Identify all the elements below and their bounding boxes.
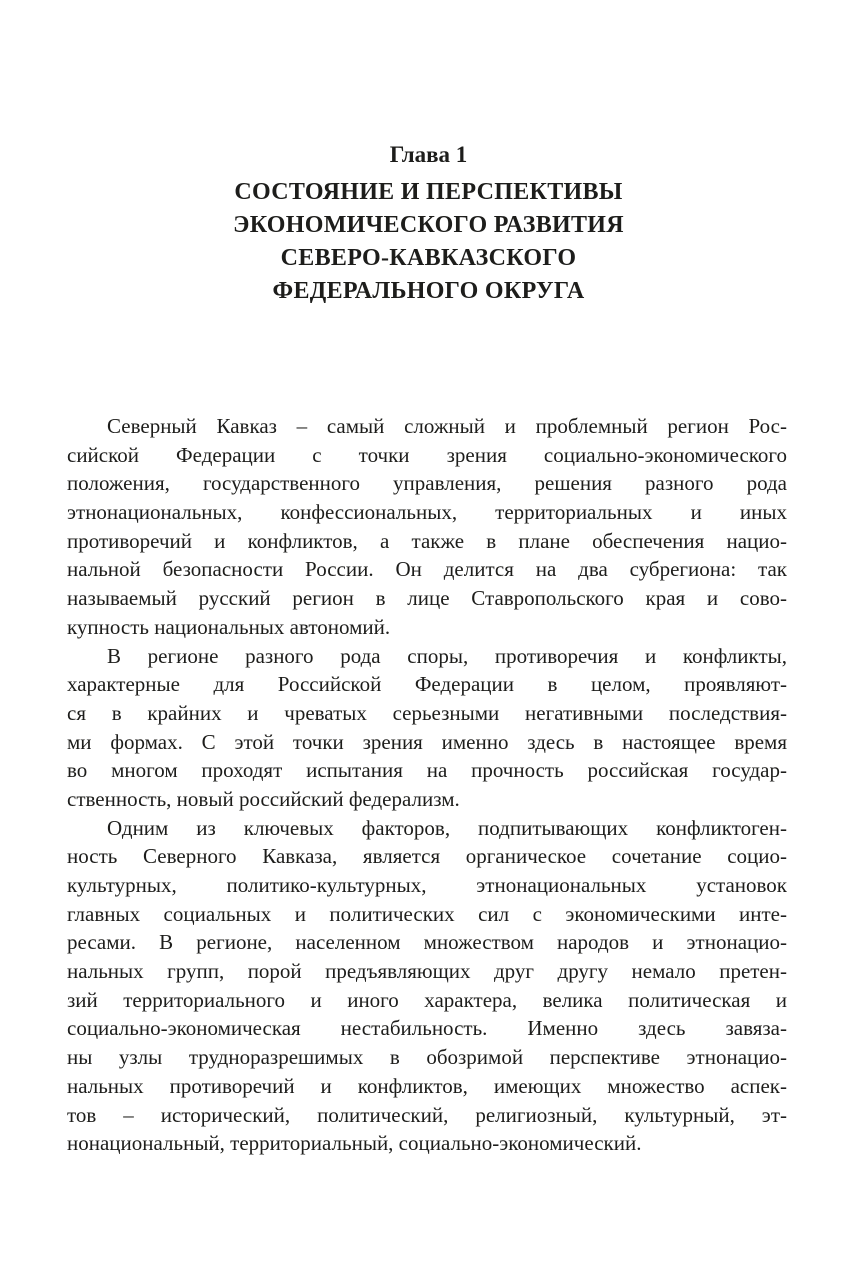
text-line: социально-экономическая нестабильность. Именно здесь завяза- bbox=[67, 1016, 787, 1041]
text-line: во многом проходят испытания на прочность российская государ- bbox=[67, 758, 787, 783]
text-line: сийской Федерации с точки зрения социально-экономического bbox=[67, 442, 787, 467]
chapter-heading bbox=[0, 143, 857, 308]
text-line: ся в крайних и чреватых серьезными негативными последствия- bbox=[67, 700, 787, 725]
text-line: ми формах. С этой точки зрения именно здесь в настоящее время bbox=[67, 729, 787, 754]
chapter-title-line: ФЕДЕРАЛЬНОГО ОКРУГА bbox=[272, 278, 585, 304]
paragraph bbox=[67, 814, 787, 1158]
chapter-title bbox=[0, 176, 857, 308]
text-line: нальной безопасности России. Он делится на два субрегиона: так bbox=[67, 557, 787, 582]
text-line: зий территориального и иного характера, велика политическая и bbox=[67, 987, 787, 1012]
text-line: тов – исторический, политический, религиозный, культурный, эт- bbox=[67, 1102, 787, 1127]
text-line: ны узлы трудноразрешимых в обозримой перспективе этнонацио- bbox=[67, 1045, 787, 1070]
text-line: ность Северного Кавказа, является органическое сочетание социо- bbox=[67, 844, 787, 869]
text-line: нальных противоречий и конфликтов, имеющих множество аспек- bbox=[67, 1073, 787, 1098]
chapter-title-line: СЕВЕРО-КАВКАЗСКОГО bbox=[280, 245, 577, 271]
chapter-title-line: СОСТОЯНИЕ И ПЕРСПЕКТИВЫ bbox=[234, 179, 623, 205]
paragraph bbox=[67, 642, 787, 814]
text-line: называемый русский регион в лице Ставропольского края и сово- bbox=[67, 586, 787, 611]
text-line: купность национальных автономий. bbox=[67, 614, 391, 639]
body-text bbox=[67, 412, 787, 1158]
text-line: Одним из ключевых факторов, подпитывающих конфликтоген- bbox=[107, 815, 787, 840]
text-line: Северный Кавказ – самый сложный и проблемный регион Рос- bbox=[107, 414, 787, 438]
text-line: ственность, новый российский федерализм. bbox=[67, 786, 460, 811]
text-line: нальных групп, порой предъявляющих друг другу немало претен- bbox=[67, 959, 787, 984]
text-line: характерные для Российской Федерации в целом, проявляют- bbox=[67, 672, 787, 697]
text-line: нонациональный, территориальный, социально-экономический. bbox=[67, 1131, 642, 1156]
text-line: этнонациональных, конфессиональных, территориальных и иных bbox=[67, 500, 787, 525]
text-line: противоречий и конфликтов, а также в плане обеспечения нацио- bbox=[67, 528, 787, 553]
paragraph bbox=[67, 412, 787, 642]
text-line: ресами. В регионе, населенном множеством народов и этнонацио- bbox=[67, 930, 787, 955]
chapter-title-line: ЭКОНОМИЧЕСКОГО РАЗВИТИЯ bbox=[233, 212, 624, 238]
text-line: культурных, политико-культурных, этнонациональных установок bbox=[67, 873, 787, 897]
text-line: главных социальных и политических сил с экономическими инте- bbox=[67, 901, 787, 926]
text-line: В регионе разного рода споры, противоречия и конфликты, bbox=[107, 643, 787, 668]
text-line: положения, государственного управления, решения разного рода bbox=[67, 471, 787, 496]
chapter-label: Глава 1 bbox=[389, 142, 468, 167]
